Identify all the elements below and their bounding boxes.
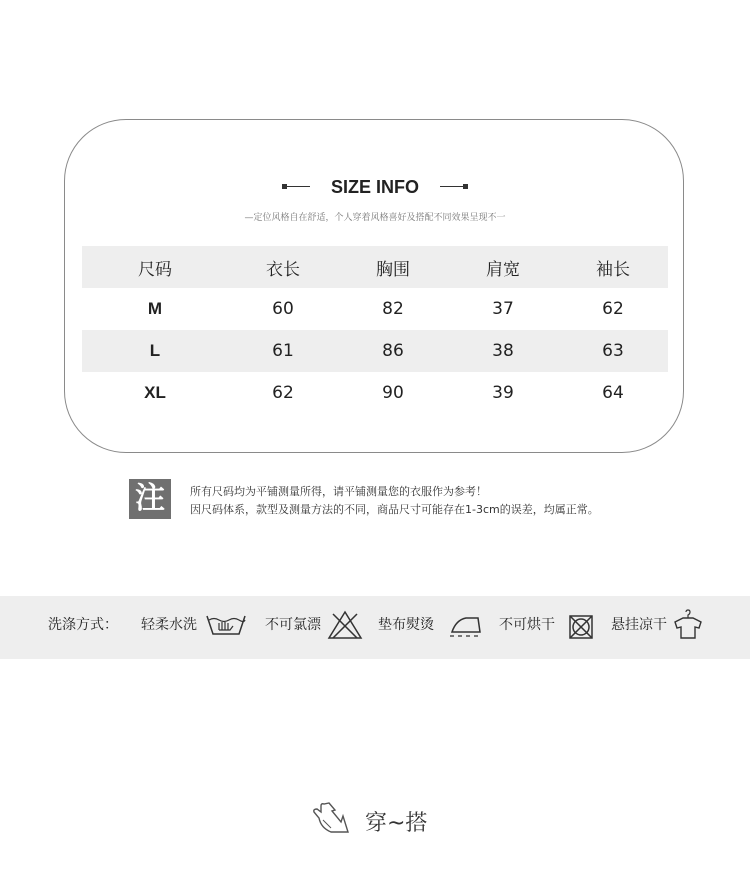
care-label: 洗涤方式： <box>48 617 118 633</box>
table-cell: 64 <box>602 383 624 403</box>
table-row <box>82 330 668 372</box>
footer-title: 穿~搭 <box>365 811 428 836</box>
note-line-1: 所有尺码均为平铺测量所得，请平铺测量您的衣服作为参考！ <box>190 485 487 498</box>
size-table <box>82 246 668 414</box>
table-cell: 61 <box>272 341 294 361</box>
care-item-label: 轻柔水洗 <box>141 617 197 633</box>
care-item-label: 不可氯漂 <box>265 617 321 633</box>
table-row <box>82 288 668 330</box>
table-cell: 62 <box>272 383 294 403</box>
no-bleach-icon <box>327 610 363 640</box>
deco-right-dot <box>463 184 468 189</box>
deco-right-line <box>440 186 464 187</box>
table-header-row <box>82 246 668 288</box>
table-cell: 90 <box>382 383 404 403</box>
deco-left-line <box>286 186 310 187</box>
size-info-header <box>0 176 750 198</box>
note-line-2: 因尺码体系，款型及测量方法的不同，商品尺寸可能存在1-3cm的误差，均属正常。 <box>190 503 599 516</box>
column-header: 胸围 <box>376 259 410 280</box>
table-cell: 63 <box>602 341 624 361</box>
pointing-hand-icon <box>311 800 351 836</box>
no-tumble-dry-icon <box>568 614 594 640</box>
care-instructions-band <box>0 596 750 659</box>
iron-icon <box>448 612 484 640</box>
table-cell: 37 <box>492 299 514 319</box>
size-info-title: SIZE INFO <box>330 177 419 197</box>
column-header: 尺码 <box>138 259 172 280</box>
size-cell: L <box>149 341 161 360</box>
column-header: 肩宽 <box>486 259 520 280</box>
size-info-subtitle: —定位风格自在舒适，个人穿着风格喜好及搭配不同效果呈现不一 <box>244 213 506 223</box>
care-item-label: 悬挂凉干 <box>611 617 667 633</box>
column-header: 衣长 <box>266 259 300 280</box>
size-cell: XL <box>144 383 166 402</box>
note-badge: 注 <box>129 479 171 519</box>
column-header: 袖长 <box>596 259 630 280</box>
table-cell: 60 <box>272 299 294 319</box>
hand-wash-icon <box>205 612 249 638</box>
table-cell: 82 <box>382 299 404 319</box>
table-cell: 38 <box>492 341 514 361</box>
care-item-label: 不可烘干 <box>499 617 555 633</box>
table-cell: 62 <box>602 299 624 319</box>
hang-dry-icon <box>673 608 703 640</box>
care-item-label: 垫布熨烫 <box>378 617 434 633</box>
table-cell: 39 <box>492 383 514 403</box>
size-cell: M <box>147 299 163 318</box>
table-cell: 86 <box>382 341 404 361</box>
table-row <box>82 372 668 414</box>
